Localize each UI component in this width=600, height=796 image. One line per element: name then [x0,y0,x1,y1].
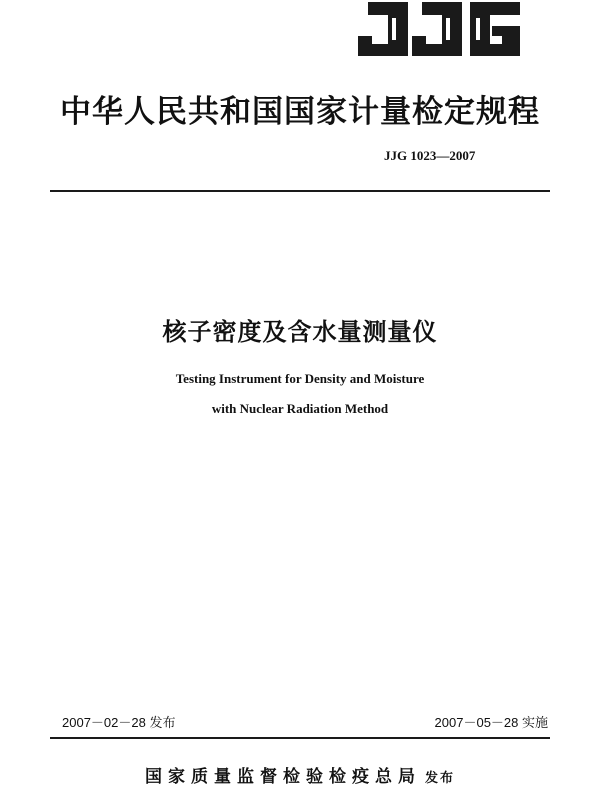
document-title-english-line1: Testing Instrument for Density and Moisture [175,371,425,386]
document-title-english-line2: with Nuclear Radiation Method [211,401,389,416]
publisher-line [0,762,600,787]
issuer-heading: 中华人民共和国国家计量检定规程 [60,94,540,130]
document-title-chinese: 核子密度及含水量测量仪 [162,318,438,346]
bottom-divider [50,737,550,739]
standard-code: JJG 1023—2007 [384,148,476,163]
implementation-date: 2007－05－28 实施 [434,715,548,730]
jjg-logo [354,0,524,60]
top-divider [50,190,550,192]
publisher-name: 国家质量监督检验检疫总局 [144,767,421,787]
issue-date: 2007－02－28 发布 [62,715,176,730]
publisher-suffix: 发布 [424,771,455,786]
